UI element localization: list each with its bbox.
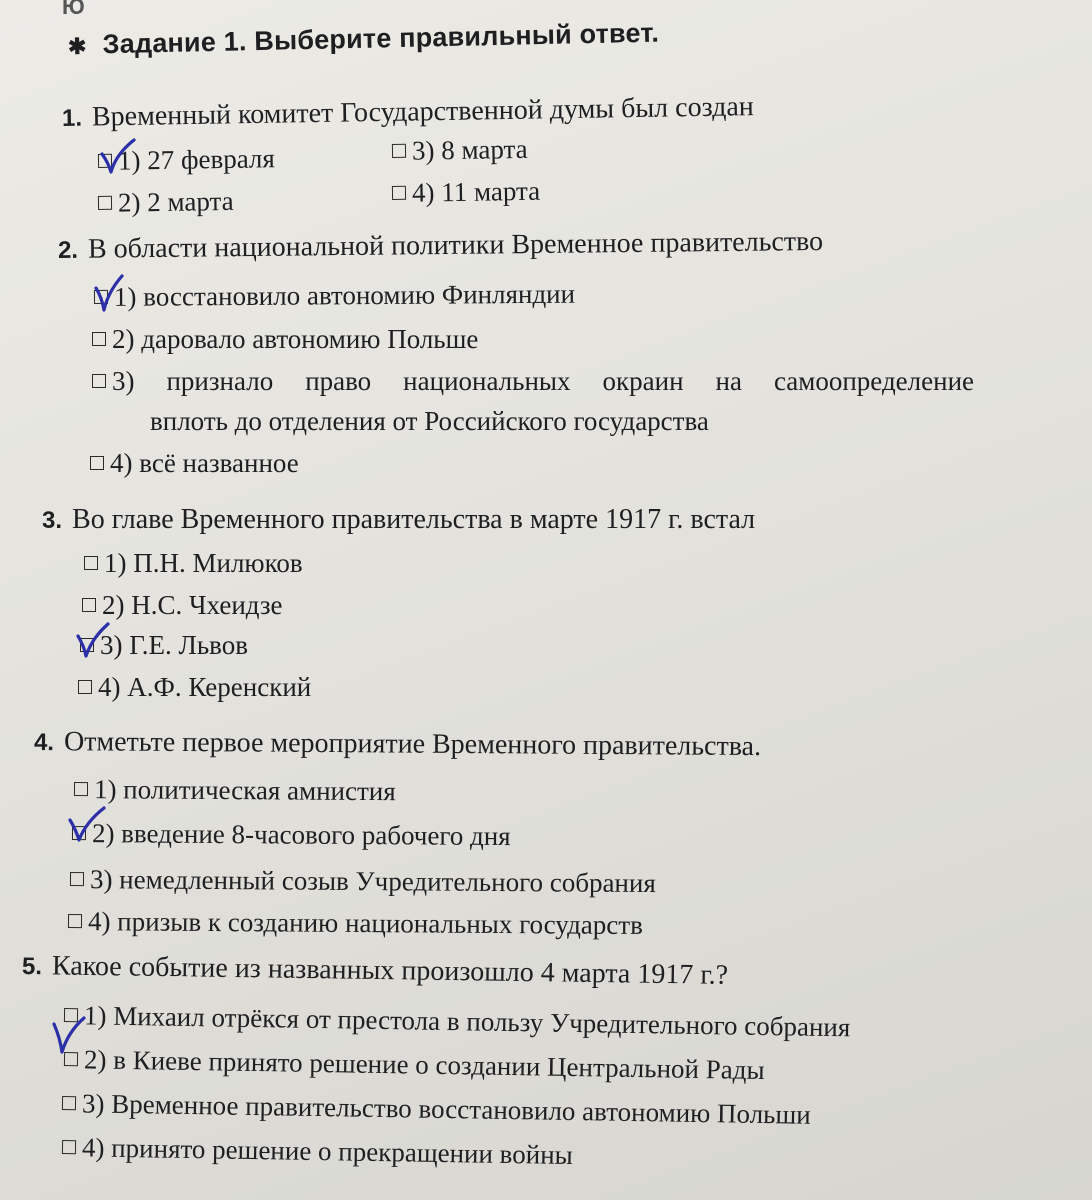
q1-option-1[interactable]: 1) 27 февраля <box>98 145 275 175</box>
q3-option-1[interactable]: 1) П.Н. Милюков <box>84 550 303 577</box>
question-text: Отметьте первое мероприятие Временного правительства. <box>63 726 762 763</box>
q5-option-1[interactable]: 1) Михаил отрёкся от престола в пользу Учредительного собрания <box>64 1002 851 1041</box>
q2-option-1[interactable]: 1) восстановило автономию Финляндии <box>94 281 575 311</box>
checkbox[interactable] <box>90 456 104 470</box>
q5-option-4[interactable]: 4) принято решение о прекращении войны <box>62 1134 573 1169</box>
task-title: Задание 1. Выберите правильный ответ. <box>102 17 660 60</box>
question-5 <box>22 952 728 990</box>
checkbox[interactable] <box>392 186 406 200</box>
checkbox[interactable] <box>98 154 112 168</box>
checkbox[interactable] <box>62 1140 76 1154</box>
question-text: Временный комитет Государственной думы был создан <box>91 91 755 133</box>
question-number: 5. <box>21 953 43 981</box>
star-icon: ✱ <box>67 33 87 59</box>
checkbox[interactable] <box>74 782 88 796</box>
task-heading <box>68 18 660 61</box>
q3-option-3[interactable]: 3) Г.Е. Львов <box>80 632 248 659</box>
q4-option-2[interactable]: 2) введение 8-часового рабочего дня <box>72 820 511 850</box>
question-text: Во главе Временного правительства в марте 1917 г. встал <box>72 504 756 535</box>
q1-option-3[interactable]: 3) 8 марта <box>392 136 528 165</box>
question-text: В области национальной политики Временное правительство <box>87 225 824 265</box>
question-number: 3. <box>42 507 63 534</box>
q2-option-3-continued: вплоть до отделения от Российского государства <box>150 406 709 436</box>
checkbox[interactable] <box>92 332 106 346</box>
checkbox[interactable] <box>64 1008 78 1022</box>
checkbox[interactable] <box>82 598 96 612</box>
question-2 <box>57 225 824 265</box>
question-number: 4. <box>33 729 55 757</box>
corner-mark: Ю <box>62 0 85 19</box>
checkbox[interactable] <box>68 914 82 928</box>
checkbox[interactable] <box>72 826 86 840</box>
checkbox[interactable] <box>92 374 106 388</box>
question-3 <box>42 506 755 534</box>
q1-option-2[interactable]: 2) 2 марта <box>98 188 234 217</box>
checkbox[interactable] <box>78 680 92 694</box>
question-text: Какое событие из названных произошло 4 марта 1917 г.? <box>51 950 729 991</box>
q2-option-3[interactable]: 3) признало право национальных окраин на самоопределение <box>92 368 974 395</box>
q2-option-4[interactable]: 4) всё названное <box>90 450 299 477</box>
question-1 <box>62 93 754 132</box>
question-number: 2. <box>57 236 79 264</box>
q3-option-4[interactable]: 4) А.Ф. Керенский <box>78 674 311 701</box>
checkbox[interactable] <box>80 638 94 652</box>
q5-option-2[interactable]: 2) в Киеве принято решение о создании Центральной Рады <box>64 1046 765 1084</box>
q4-option-1[interactable]: 1) политическая амнистия <box>74 776 396 805</box>
q2-option-2[interactable]: 2) даровало автономию Польше <box>92 326 478 353</box>
q4-option-4[interactable]: 4) призыв к созданию национальных государств <box>68 908 643 939</box>
q5-option-3[interactable]: 3) Временное правительство восстановило автономию Польши <box>62 1090 811 1129</box>
checkbox[interactable] <box>70 872 84 886</box>
checkbox[interactable] <box>392 144 406 158</box>
checkbox[interactable] <box>84 556 98 570</box>
question-4 <box>34 728 761 761</box>
checkbox[interactable] <box>98 196 112 210</box>
checkbox[interactable] <box>64 1052 78 1066</box>
q4-option-3[interactable]: 3) немедленный созыв Учредительного собрания <box>70 866 656 897</box>
q3-option-2[interactable]: 2) Н.С. Чхеидзе <box>82 592 283 619</box>
q1-option-4[interactable]: 4) 11 марта <box>392 178 541 207</box>
question-number: 1. <box>61 104 83 132</box>
checkbox[interactable] <box>94 290 108 304</box>
checkbox[interactable] <box>62 1096 76 1110</box>
